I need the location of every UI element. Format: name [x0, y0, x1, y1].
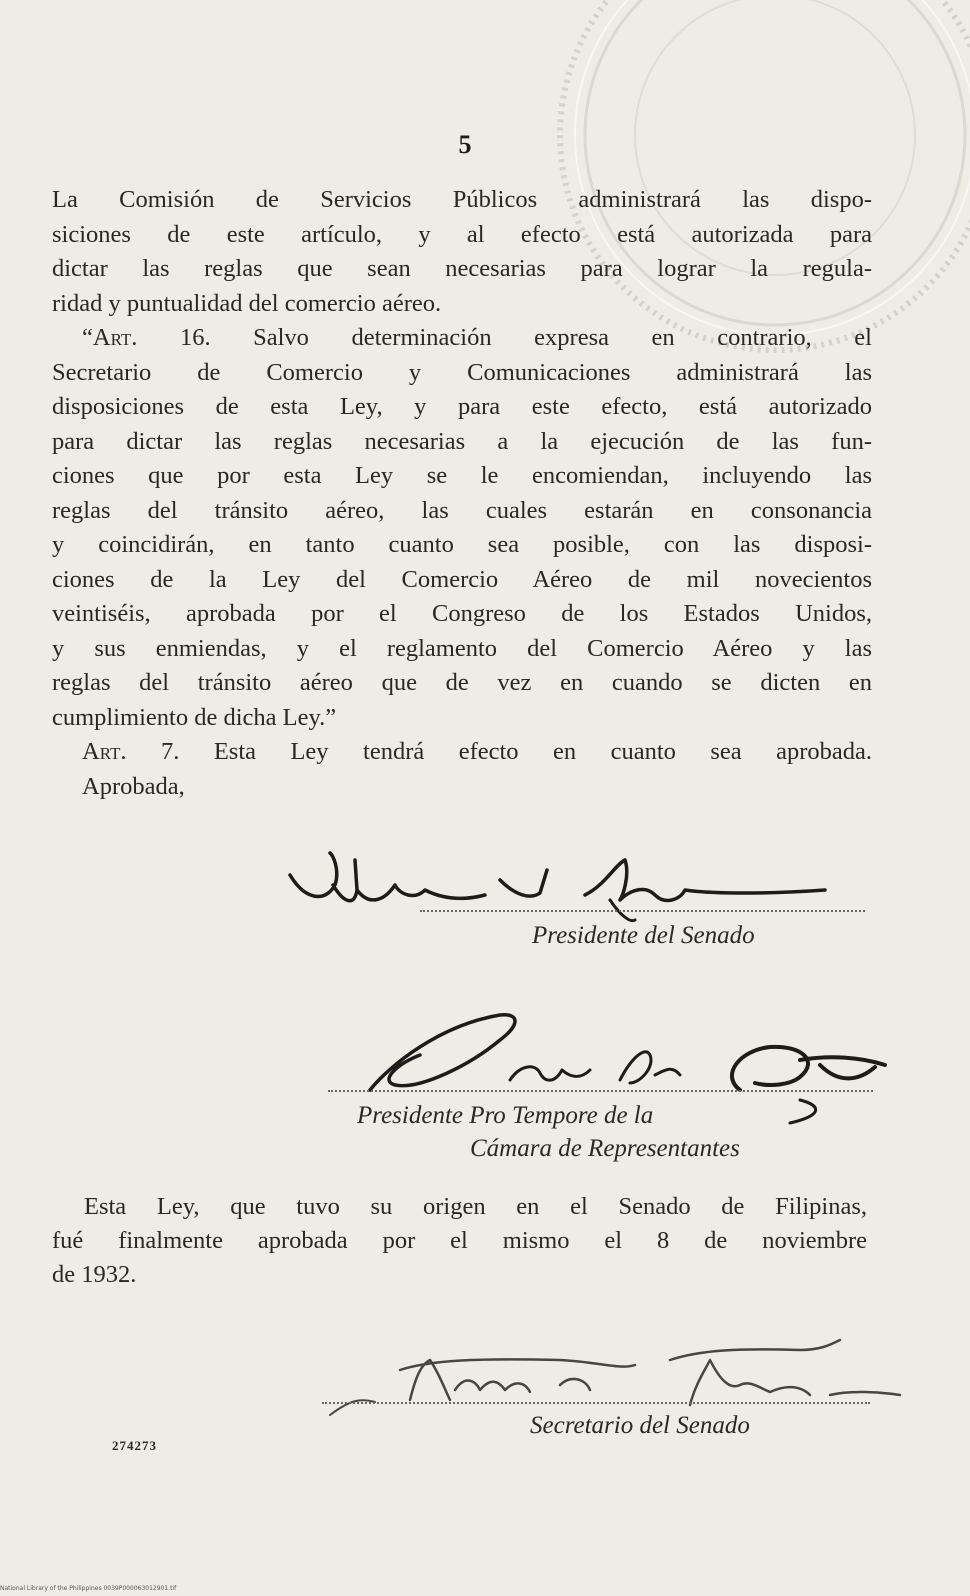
closing-line: Esta Ley, que tuvo su origen en el Senado de Filipinas, [84, 1193, 867, 1220]
article-line-text: 7. Esta Ley tendrá efecto en cuanto sea aprobada. [126, 738, 872, 765]
document-code: 274273 [112, 1438, 157, 1453]
closing-line: fué finalmente aprobada por el mismo el 8 de noviembre [52, 1227, 867, 1254]
page-number: 5 [458, 130, 472, 159]
article-line-text: Salvo determinación expresa en contrario, el [210, 324, 872, 351]
senate-secretary-signature [240, 1330, 920, 1420]
signature-line [420, 910, 865, 912]
paragraph-line: ridad y puntualidad del comercio aéreo. [52, 289, 442, 317]
closing-paragraph [52, 1190, 867, 1292]
article-7-line [52, 735, 872, 770]
body-text [52, 183, 872, 804]
article-label: Art. 16. [92, 324, 211, 351]
article-line: reglas del tránsito aéreo que de vez en cuando se dicten en [52, 669, 872, 696]
article-line: Secretario de Comercio y Comunicaciones administrará las [52, 358, 872, 386]
paragraph-line: dictar las reglas que sean necesarias para lograr la regula- [52, 255, 872, 282]
closing-line: de 1932. [52, 1261, 137, 1288]
article-16-heading-line [52, 321, 872, 356]
paragraph-line: La Comisión de Servicios Públicos administrará las dispo- [52, 186, 872, 213]
open-quote: “ [82, 324, 93, 351]
article-line: ciones de la Ley del Comercio Aéreo de mil novecientos [52, 565, 872, 593]
article-label: Art. [82, 738, 127, 765]
signature-line [328, 1090, 873, 1092]
article-line: reglas del tránsito aéreo, las cuales estarán en consonancia [52, 496, 872, 524]
article-line: ciones que por esta Ley se le encomiendan, incluyendo las [52, 462, 872, 489]
article-line: y coincidirán, en tanto cuanto sea posible, con las disposi- [52, 531, 872, 558]
paragraph-line: siciones de este artículo, y al efecto está autorizada para [52, 220, 872, 248]
approved-line: Aprobada, [82, 772, 185, 800]
senate-president-signature [285, 845, 845, 925]
signature-caption: Presidente Pro Tempore de la [357, 1102, 654, 1129]
signature-line [322, 1402, 870, 1404]
article-line: veintiséis, aprobada por el Congreso de los Estados Unidos, [52, 600, 872, 627]
signature-caption: Secretario del Senado [530, 1412, 750, 1439]
article-line: y sus enmiendas, y el reglamento del Comercio Aéreo y las [52, 634, 872, 662]
article-line: disposiciones de esta Ley, y para este efecto, está autorizado [52, 393, 872, 420]
signature-caption: Presidente del Senado [532, 922, 755, 949]
article-line: para dictar las reglas necesarias a la ejecución de las fun- [52, 427, 872, 455]
signature-caption: Cámara de Representantes [470, 1135, 740, 1162]
article-line: cumplimiento de dicha Ley.” [52, 703, 337, 731]
scan-footer: National Library of the Philippines 0039P000063012901.tif [0, 1585, 177, 1592]
